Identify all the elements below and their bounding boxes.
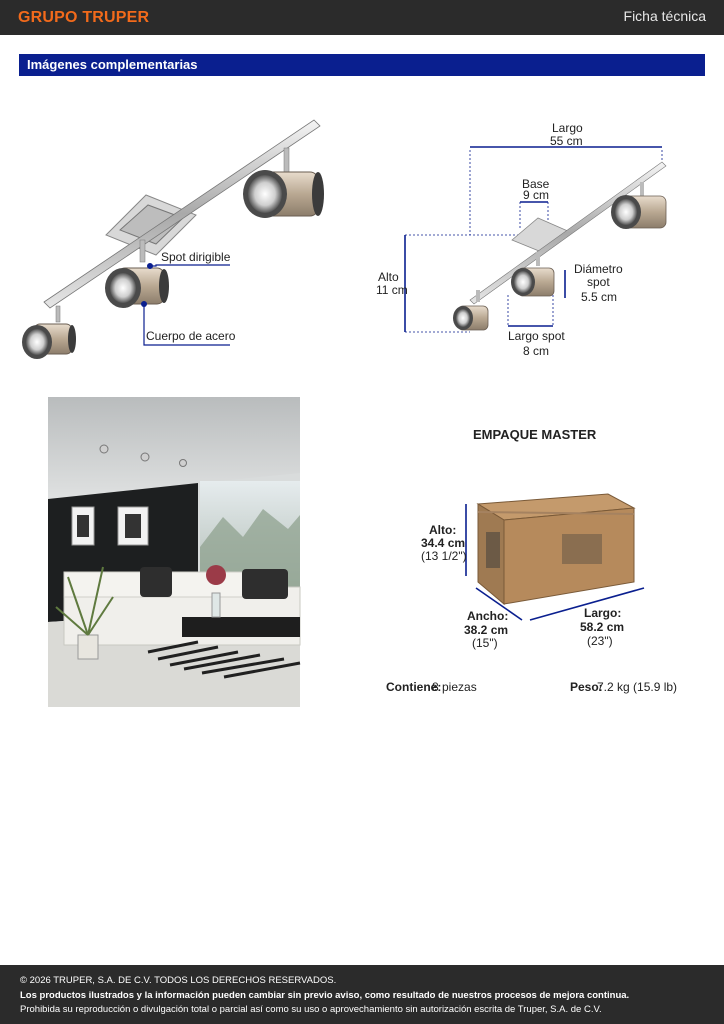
dim-alto-value: 11 cm xyxy=(376,283,408,297)
dim-diametro-label-1: Diámetro xyxy=(574,262,623,276)
dim-largo-spot-value: 8 cm xyxy=(523,344,550,358)
dim-largo-spot-label: Largo spot xyxy=(508,329,565,343)
dimension-drawing xyxy=(400,140,680,360)
dim-base-value: 9 cm xyxy=(523,188,550,202)
dim-diametro-label-2: spot xyxy=(587,275,610,289)
brand-logo: GRUPO TRUPER xyxy=(18,9,150,26)
package-contiene-value: 8 piezas xyxy=(432,680,477,694)
package-largo-cm: 58.2 cm xyxy=(580,620,625,634)
package-ancho-in: (15") xyxy=(472,636,498,650)
room-photo xyxy=(48,397,300,707)
dim-diametro-value: 5.5 cm xyxy=(581,290,618,304)
package-ancho-cm: 38.2 cm xyxy=(464,623,509,637)
package-ancho-label: Ancho: xyxy=(467,609,509,623)
dim-largo-label: Largo xyxy=(552,121,583,135)
package-alto-label: Alto: xyxy=(429,523,457,537)
package-alto-in: (13 1/2") xyxy=(421,549,467,563)
dim-alto-label: Alto xyxy=(378,270,399,284)
document-type: Ficha técnica xyxy=(623,8,706,24)
package-title: EMPAQUE MASTER xyxy=(473,427,597,442)
package-peso-value: 7.2 kg (15.9 lb) xyxy=(597,680,678,694)
label-cuerpo-acero: Cuerpo de acero xyxy=(146,329,236,343)
footer-copyright: © 2026 TRUPER, S.A. DE C.V. TODOS LOS DERECHOS RESERVADOS. xyxy=(20,975,337,986)
package-alto-cm: 34.4 cm xyxy=(421,536,466,550)
package-peso-label: Peso: xyxy=(570,680,603,694)
footer-bar xyxy=(0,965,724,1024)
section-header xyxy=(19,54,705,76)
dim-largo-value: 55 cm xyxy=(550,134,583,148)
top-header-bar xyxy=(0,0,724,35)
label-spot-dirigible: Spot dirigible xyxy=(161,250,231,264)
package-largo-in: (23") xyxy=(587,634,613,648)
package-contiene-label: Contiene: xyxy=(386,680,442,694)
package-largo-label: Largo: xyxy=(584,606,622,620)
section-title: Imágenes complementarias xyxy=(27,57,198,72)
dim-base-label: Base xyxy=(522,177,550,191)
footer-prohibition: Prohibida su reproducción o divulgación total o parcial así como su uso o aprovechamiento sin autorización escrita de Truper, S.A. de C.V. xyxy=(20,1004,602,1015)
footer-notice: Los productos ilustrados y la información pueden cambiar sin previo aviso, como resultado de nuestros procesos de mejora continua. xyxy=(20,990,630,1001)
